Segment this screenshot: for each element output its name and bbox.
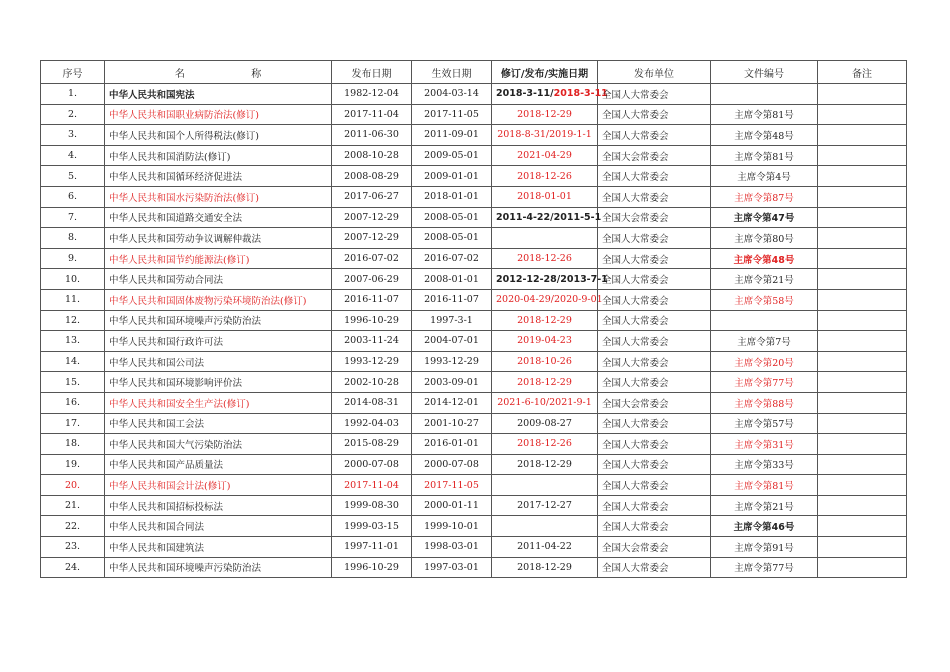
publish-date: 2014-08-31 bbox=[332, 392, 412, 413]
document-number: 主席令第80号 bbox=[711, 228, 818, 249]
document-number: 主席令第77号 bbox=[711, 372, 818, 393]
table-row bbox=[41, 331, 907, 352]
note-cell bbox=[818, 331, 907, 352]
publish-date: 1997-11-01 bbox=[332, 537, 412, 558]
document-number: 主席令第4号 bbox=[711, 166, 818, 187]
table-row bbox=[41, 516, 907, 537]
regulations-table bbox=[40, 60, 907, 578]
effective-date: 2004-07-01 bbox=[412, 331, 492, 352]
table-row bbox=[41, 145, 907, 166]
revision-date: 2018-12-29 bbox=[492, 372, 598, 393]
law-name: 中华人民共和国公司法 bbox=[105, 351, 332, 372]
law-name: 中华人民共和国大气污染防治法 bbox=[105, 434, 332, 455]
row-number: 15. bbox=[41, 372, 105, 393]
revision-date: 2018-10-26 bbox=[492, 351, 598, 372]
header-name-b: 称 bbox=[251, 68, 262, 80]
issuing-unit: 全国人大常委会 bbox=[598, 351, 711, 372]
publish-date: 1999-03-15 bbox=[332, 516, 412, 537]
document-number: 主席令第48号 bbox=[711, 125, 818, 146]
law-name: 中华人民共和国职业病防治法(修订) bbox=[105, 104, 332, 125]
document-number: 主席令第81号 bbox=[711, 475, 818, 496]
effective-date: 2009-05-01 bbox=[412, 145, 492, 166]
effective-date: 2018-01-01 bbox=[412, 186, 492, 207]
issuing-unit: 全国人大常委会 bbox=[598, 557, 711, 578]
note-cell bbox=[818, 392, 907, 413]
document-number: 主席令第46号 bbox=[711, 516, 818, 537]
table-row bbox=[41, 310, 907, 331]
effective-date: 1993-12-29 bbox=[412, 351, 492, 372]
row-number: 7. bbox=[41, 207, 105, 228]
row-number: 18. bbox=[41, 434, 105, 455]
document-number: 主席令第47号 bbox=[711, 207, 818, 228]
row-number: 9. bbox=[41, 248, 105, 269]
note-cell bbox=[818, 310, 907, 331]
publish-date: 2017-11-04 bbox=[332, 104, 412, 125]
effective-date: 2000-07-08 bbox=[412, 454, 492, 475]
effective-date: 1999-10-01 bbox=[412, 516, 492, 537]
revision-date: 2011-4-22/2011-5-1 bbox=[492, 207, 598, 228]
law-name: 中华人民共和国建筑法 bbox=[105, 537, 332, 558]
table-row bbox=[41, 248, 907, 269]
table-row bbox=[41, 392, 907, 413]
issuing-unit: 全国人大常委会 bbox=[598, 269, 711, 290]
row-number: 19. bbox=[41, 454, 105, 475]
revision-date-part-a: 2018-3-11/ bbox=[496, 88, 554, 100]
revision-date: 2018-8-31/2019-1-1 bbox=[492, 125, 598, 146]
law-name: 中华人民共和国工会法 bbox=[105, 413, 332, 434]
revision-date: 2018-01-01 bbox=[492, 186, 598, 207]
revision-date: 2018-12-29 bbox=[492, 454, 598, 475]
document-number: 主席令第33号 bbox=[711, 454, 818, 475]
law-name: 中华人民共和国个人所得税法(修订) bbox=[105, 125, 332, 146]
document-number bbox=[711, 84, 818, 105]
publish-date: 2016-11-07 bbox=[332, 289, 412, 310]
document-number: 主席令第58号 bbox=[711, 289, 818, 310]
row-number: 4. bbox=[41, 145, 105, 166]
issuing-unit: 全国人大常委会 bbox=[598, 434, 711, 455]
note-cell bbox=[818, 351, 907, 372]
header-revision-date: 修订/发布/实施日期 bbox=[492, 61, 598, 84]
publish-date: 2000-07-08 bbox=[332, 454, 412, 475]
note-cell bbox=[818, 125, 907, 146]
document-number: 主席令第81号 bbox=[711, 145, 818, 166]
table-row bbox=[41, 372, 907, 393]
revision-date bbox=[492, 84, 608, 105]
issuing-unit: 全国人大常委会 bbox=[598, 454, 711, 475]
issuing-unit: 全国人大常委会 bbox=[598, 310, 711, 331]
table-row bbox=[41, 207, 907, 228]
law-name: 中华人民共和国合同法 bbox=[105, 516, 332, 537]
header-name-a: 名 bbox=[174, 68, 185, 80]
header-issuing-unit: 发布单位 bbox=[598, 61, 711, 84]
publish-date: 2008-10-28 bbox=[332, 145, 412, 166]
publish-date: 1993-12-29 bbox=[332, 351, 412, 372]
row-number: 1. bbox=[41, 84, 105, 105]
note-cell bbox=[818, 84, 907, 105]
note-cell bbox=[818, 207, 907, 228]
revision-date bbox=[492, 475, 598, 496]
law-name: 中华人民共和国行政许可法 bbox=[105, 331, 332, 352]
table-row bbox=[41, 186, 907, 207]
table-row bbox=[41, 228, 907, 249]
law-name: 中华人民共和国产品质量法 bbox=[105, 454, 332, 475]
revision-date: 2021-04-29 bbox=[492, 145, 598, 166]
publish-date: 2015-08-29 bbox=[332, 434, 412, 455]
revision-date-part-b: 2018-3-11 bbox=[553, 88, 608, 100]
row-number: 8. bbox=[41, 228, 105, 249]
note-cell bbox=[818, 228, 907, 249]
effective-date: 2004-03-14 bbox=[412, 84, 492, 105]
issuing-unit: 全国人大常委会 bbox=[598, 495, 711, 516]
revision-date: 2018-12-26 bbox=[492, 248, 598, 269]
revision-date: 2021-6-10/2021-9-1 bbox=[492, 392, 598, 413]
revision-date: 2009-08-27 bbox=[492, 413, 598, 434]
publish-date: 2017-11-04 bbox=[332, 475, 412, 496]
effective-date: 1997-03-01 bbox=[412, 557, 492, 578]
publish-date: 2007-12-29 bbox=[332, 207, 412, 228]
table-row bbox=[41, 104, 907, 125]
issuing-unit: 全国人大常委会 bbox=[598, 289, 711, 310]
row-number: 16. bbox=[41, 392, 105, 413]
row-number: 11. bbox=[41, 289, 105, 310]
document-number: 主席令第31号 bbox=[711, 434, 818, 455]
table-row bbox=[41, 413, 907, 434]
document-number: 主席令第21号 bbox=[711, 495, 818, 516]
effective-date: 2011-09-01 bbox=[412, 125, 492, 146]
header-no: 序号 bbox=[41, 61, 105, 84]
note-cell bbox=[818, 495, 907, 516]
law-name: 中华人民共和国消防法(修订) bbox=[105, 145, 332, 166]
row-number: 6. bbox=[41, 186, 105, 207]
law-name: 中华人民共和国环境影响评价法 bbox=[105, 372, 332, 393]
note-cell bbox=[818, 537, 907, 558]
revision-date: 2012-12-28/2013-7-1 bbox=[492, 269, 598, 290]
publish-date: 1996-10-29 bbox=[332, 310, 412, 331]
issuing-unit: 全国人大常委会 bbox=[598, 372, 711, 393]
document-number: 主席令第7号 bbox=[711, 331, 818, 352]
document-number: 主席令第87号 bbox=[711, 186, 818, 207]
law-name: 中华人民共和国道路交通安全法 bbox=[105, 207, 332, 228]
law-name: 中华人民共和国固体废物污染环境防治法(修订) bbox=[105, 289, 332, 310]
law-name: 中华人民共和国劳动合同法 bbox=[105, 269, 332, 290]
issuing-unit: 全国人大常委会 bbox=[598, 331, 711, 352]
issuing-unit: 全国人大常委会 bbox=[598, 228, 711, 249]
revision-date: 2011-04-22 bbox=[492, 537, 598, 558]
note-cell bbox=[818, 145, 907, 166]
document-number bbox=[711, 310, 818, 331]
note-cell bbox=[818, 413, 907, 434]
document-number: 主席令第57号 bbox=[711, 413, 818, 434]
row-number: 23. bbox=[41, 537, 105, 558]
table-row bbox=[41, 84, 907, 105]
law-name: 中华人民共和国环境噪声污染防治法 bbox=[105, 310, 332, 331]
revision-date: 2017-12-27 bbox=[492, 495, 598, 516]
publish-date: 2007-12-29 bbox=[332, 228, 412, 249]
revision-date: 2020-04-29/2020-9-01 bbox=[492, 289, 598, 310]
issuing-unit: 全国人大常委会 bbox=[598, 186, 711, 207]
publish-date: 1992-04-03 bbox=[332, 413, 412, 434]
note-cell bbox=[818, 454, 907, 475]
law-name: 中华人民共和国节约能源法(修订) bbox=[105, 248, 332, 269]
publish-date: 2002-10-28 bbox=[332, 372, 412, 393]
issuing-unit: 全国人大常委会 bbox=[598, 84, 711, 105]
table-row bbox=[41, 454, 907, 475]
issuing-unit: 全国大会常委会 bbox=[598, 537, 711, 558]
issuing-unit: 全国大会常委会 bbox=[598, 392, 711, 413]
publish-date: 2003-11-24 bbox=[332, 331, 412, 352]
table-row bbox=[41, 125, 907, 146]
effective-date: 2016-07-02 bbox=[412, 248, 492, 269]
effective-date: 2017-11-05 bbox=[412, 104, 492, 125]
note-cell bbox=[818, 166, 907, 187]
row-number: 24. bbox=[41, 557, 105, 578]
table-row bbox=[41, 269, 907, 290]
row-number: 17. bbox=[41, 413, 105, 434]
revision-date: 2018-12-26 bbox=[492, 166, 598, 187]
publish-date: 1996-10-29 bbox=[332, 557, 412, 578]
table-row bbox=[41, 351, 907, 372]
row-number: 21. bbox=[41, 495, 105, 516]
effective-date: 2008-01-01 bbox=[412, 269, 492, 290]
effective-date: 2001-10-27 bbox=[412, 413, 492, 434]
publish-date: 1982-12-04 bbox=[332, 84, 412, 105]
table-row bbox=[41, 537, 907, 558]
document-number: 主席令第81号 bbox=[711, 104, 818, 125]
effective-date: 1998-03-01 bbox=[412, 537, 492, 558]
law-name: 中华人民共和国招标投标法 bbox=[105, 495, 332, 516]
revision-date bbox=[492, 516, 598, 537]
note-cell bbox=[818, 475, 907, 496]
note-cell bbox=[818, 516, 907, 537]
note-cell bbox=[818, 248, 907, 269]
table-row bbox=[41, 166, 907, 187]
table-row bbox=[41, 434, 907, 455]
effective-date: 2008-05-01 bbox=[412, 207, 492, 228]
note-cell bbox=[818, 372, 907, 393]
issuing-unit: 全国人大常委会 bbox=[598, 248, 711, 269]
issuing-unit: 全国人大常委会 bbox=[598, 475, 711, 496]
law-name: 中华人民共和国水污染防治法(修订) bbox=[105, 186, 332, 207]
issuing-unit: 全国大会常委会 bbox=[598, 145, 711, 166]
law-name: 中华人民共和国安全生产法(修订) bbox=[105, 392, 332, 413]
table-header-row bbox=[41, 61, 907, 84]
row-number: 20. bbox=[41, 475, 105, 496]
row-number: 12. bbox=[41, 310, 105, 331]
effective-date: 2014-12-01 bbox=[412, 392, 492, 413]
document-number: 主席令第77号 bbox=[711, 557, 818, 578]
effective-date: 2008-05-01 bbox=[412, 228, 492, 249]
law-name: 中华人民共和国宪法 bbox=[105, 84, 332, 105]
row-number: 22. bbox=[41, 516, 105, 537]
law-name: 中华人民共和国劳动争议调解仲裁法 bbox=[105, 228, 332, 249]
publish-date: 2011-06-30 bbox=[332, 125, 412, 146]
note-cell bbox=[818, 186, 907, 207]
revision-date: 2018-12-26 bbox=[492, 434, 598, 455]
note-cell bbox=[818, 269, 907, 290]
publish-date: 2007-06-29 bbox=[332, 269, 412, 290]
revision-date: 2019-04-23 bbox=[492, 331, 598, 352]
header-name bbox=[105, 61, 332, 84]
table-row bbox=[41, 289, 907, 310]
table-body bbox=[41, 84, 907, 578]
law-name: 中华人民共和国循环经济促进法 bbox=[105, 166, 332, 187]
revision-date: 2018-12-29 bbox=[492, 310, 598, 331]
publish-date: 1999-08-30 bbox=[332, 495, 412, 516]
row-number: 14. bbox=[41, 351, 105, 372]
revision-date: 2018-12-29 bbox=[492, 557, 598, 578]
effective-date: 2000-01-11 bbox=[412, 495, 492, 516]
table-row bbox=[41, 495, 907, 516]
revision-date bbox=[492, 228, 598, 249]
header-effective-date: 生效日期 bbox=[412, 61, 492, 84]
row-number: 2. bbox=[41, 104, 105, 125]
note-cell bbox=[818, 289, 907, 310]
effective-date: 2009-01-01 bbox=[412, 166, 492, 187]
document-number: 主席令第20号 bbox=[711, 351, 818, 372]
effective-date: 1997-3-1 bbox=[412, 310, 492, 331]
row-number: 13. bbox=[41, 331, 105, 352]
publish-date: 2017-06-27 bbox=[332, 186, 412, 207]
effective-date: 2016-01-01 bbox=[412, 434, 492, 455]
header-note: 备注 bbox=[818, 61, 907, 84]
row-number: 5. bbox=[41, 166, 105, 187]
document-number: 主席令第91号 bbox=[711, 537, 818, 558]
row-number: 3. bbox=[41, 125, 105, 146]
effective-date: 2003-09-01 bbox=[412, 372, 492, 393]
header-publish-date: 发布日期 bbox=[332, 61, 412, 84]
effective-date: 2016-11-07 bbox=[412, 289, 492, 310]
row-number: 10. bbox=[41, 269, 105, 290]
effective-date: 2017-11-05 bbox=[412, 475, 492, 496]
document-number: 主席令第21号 bbox=[711, 269, 818, 290]
issuing-unit: 全国人大常委会 bbox=[598, 413, 711, 434]
issuing-unit: 全国人大常委会 bbox=[598, 125, 711, 146]
note-cell bbox=[818, 557, 907, 578]
note-cell bbox=[818, 434, 907, 455]
issuing-unit: 全国大会常委会 bbox=[598, 207, 711, 228]
publish-date: 2016-07-02 bbox=[332, 248, 412, 269]
issuing-unit: 全国人大常委会 bbox=[598, 516, 711, 537]
law-name: 中华人民共和国环境噪声污染防治法 bbox=[105, 557, 332, 578]
header-document-number: 文件编号 bbox=[711, 61, 818, 84]
publish-date: 2008-08-29 bbox=[332, 166, 412, 187]
document-number: 主席令第48号 bbox=[711, 248, 818, 269]
law-name: 中华人民共和国会计法(修订) bbox=[105, 475, 332, 496]
document-number: 主席令第88号 bbox=[711, 392, 818, 413]
issuing-unit: 全国人大常委会 bbox=[598, 166, 711, 187]
note-cell bbox=[818, 104, 907, 125]
table-row bbox=[41, 557, 907, 578]
table-row bbox=[41, 475, 907, 496]
issuing-unit: 全国人大常委会 bbox=[598, 104, 711, 125]
revision-date: 2018-12-29 bbox=[492, 104, 598, 125]
